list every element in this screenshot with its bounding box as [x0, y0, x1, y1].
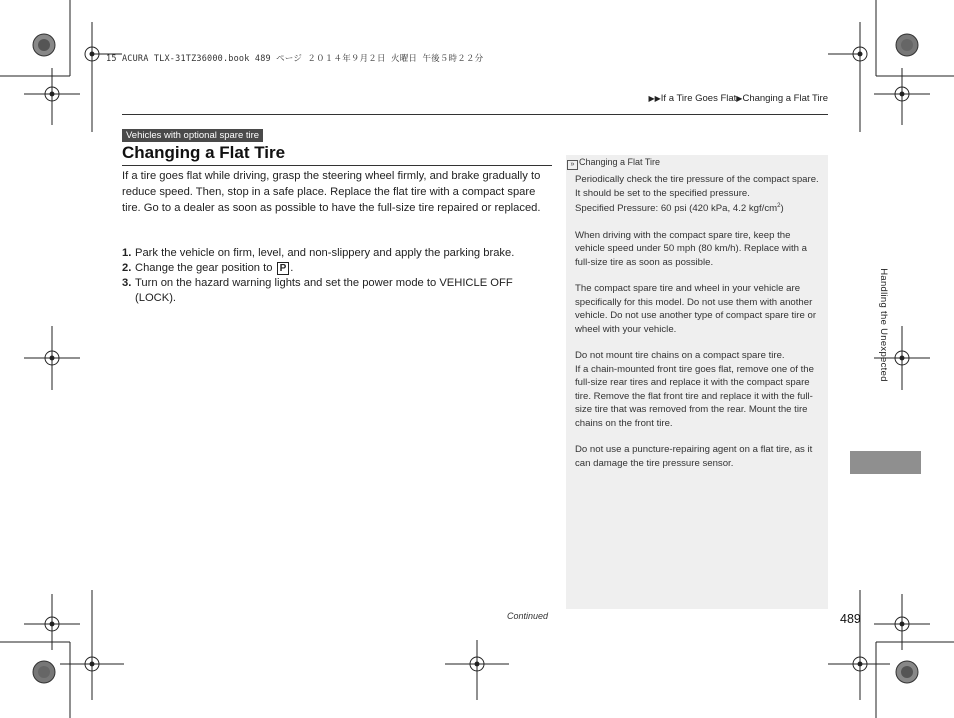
step-text-after: .: [290, 262, 294, 274]
sidebar-heading: [567, 157, 660, 170]
procedure-steps: [122, 246, 554, 306]
print-job-header: 15 ACURA TLX-31TZ36000.book 489 ページ ２０１４年９月２日 火曜日 午後５時２２分: [106, 54, 484, 64]
reference-icon: »: [567, 160, 578, 170]
sidebar-note-chains: [575, 349, 819, 430]
step-text: [135, 261, 554, 276]
sidebar-body: [575, 173, 819, 483]
step-text: Park the vehicle on firm, level, and non-slippery and apply the parking brake.: [135, 247, 515, 259]
step-text-before: Change the gear position to: [135, 262, 276, 274]
specified-pressure-sup: 2: [777, 203, 781, 209]
continued-label: Continued: [507, 611, 549, 621]
breadcrumb-arrows: ▶▶: [648, 94, 661, 103]
step-number: 2.: [122, 262, 132, 274]
vehicle-applicability-tag: Vehicles with optional spare tire: [122, 129, 263, 142]
breadcrumb-topic: Changing a Flat Tire: [742, 93, 828, 104]
step-number: 1.: [122, 247, 132, 259]
breadcrumb-separator: ▶: [736, 94, 743, 103]
title-rule: [122, 165, 552, 166]
breadcrumb: [648, 93, 828, 104]
sidebar-heading-text: Changing a Flat Tire: [579, 157, 661, 167]
header-rule: [122, 114, 828, 115]
gear-p-icon: P: [277, 262, 290, 275]
chapter-side-tab: Handling the Unexpected: [878, 268, 889, 382]
chapter-tab-marker: [850, 451, 921, 474]
sidebar-note-pressure: [575, 173, 819, 216]
sidebar-note-text: Periodically check the tire pressure of the compact spare. It should be set to the specified pressure.: [575, 174, 819, 199]
sidebar-note-speed: When driving with the compact spare tire, keep the vehicle speed under 50 mph (80 km/h). Replace with a full-size tire as soon as possible.: [575, 229, 807, 268]
step-2: [122, 261, 554, 276]
sidebar-note-text: If a chain-mounted front tire goes flat, remove one of the full-size rear tires and replace it with the compact spare tire. Remove the flat front tire and replace it with the full-size tire that was removed from the rear. Mount the tire chains on the front tire.: [575, 363, 814, 429]
page-number: 489: [840, 612, 861, 626]
step-1: [122, 246, 554, 261]
sidebar-note-text: Do not mount tire chains on a compact spare tire.: [575, 350, 785, 362]
intro-paragraph: [122, 168, 554, 216]
specified-pressure-close: ): [780, 203, 784, 215]
page-title: Changing a Flat Tire: [122, 143, 286, 162]
step-3: [122, 276, 554, 306]
notes-sidebar: [566, 155, 828, 609]
step-text: Turn on the hazard warning lights and set the power mode to VEHICLE OFF (LOCK).: [135, 277, 513, 304]
breadcrumb-section: If a Tire Goes Flat: [660, 93, 737, 104]
step-number: 3.: [122, 277, 132, 289]
specified-pressure: Specified Pressure: 60 psi (420 kPa, 4.2 kgf/cm: [575, 203, 778, 215]
intro-text: If a tire goes flat while driving, grasp the steering wheel firmly, and brake gradually to reduce speed. Then, stop in a safe place. Replace the flat tire with a compact spare tire. Go to a dealer as soon as possible to have the full-size tire repaired or replaced.: [122, 170, 541, 214]
sidebar-note-repair: Do not use a puncture-repairing agent on a flat tire, as it can damage the tire pressure sensor.: [575, 444, 813, 469]
sidebar-note-compat: The compact spare tire and wheel in your vehicle are specifically for this model. Do not use them with another vehicle. Do not use another type of compact spare tire or wheel with your vehicle.: [575, 283, 817, 335]
